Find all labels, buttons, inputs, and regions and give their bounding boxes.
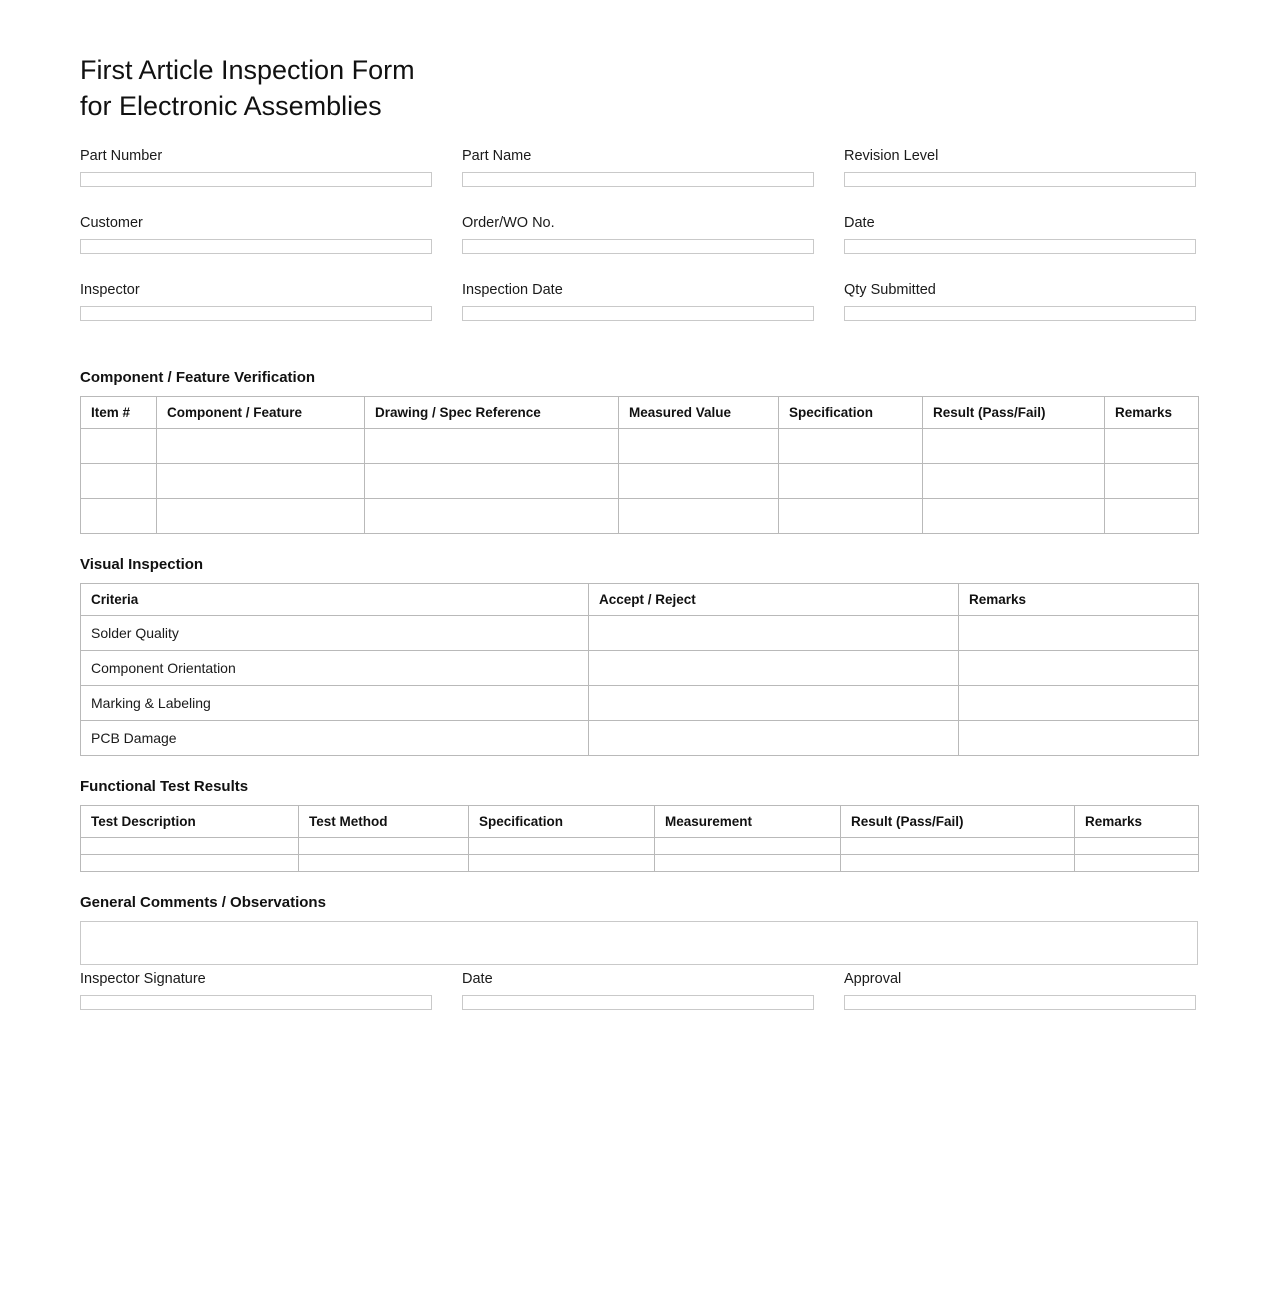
cell-result[interactable]	[923, 429, 1105, 464]
column-header-remarks: Remarks	[1105, 397, 1199, 429]
field-label-inspection-date: Inspection Date	[462, 282, 563, 298]
component-verification-table	[80, 396, 1199, 534]
grid-spacer	[432, 213, 462, 280]
table-row	[81, 429, 1199, 464]
table-row	[81, 838, 1199, 855]
field-inspector-signature	[80, 969, 432, 1010]
cell-specification[interactable]	[779, 499, 923, 534]
page-title-line-2: for Electronic Assemblies	[80, 91, 382, 121]
section-heading-visual-inspection: Visual Inspection	[80, 556, 204, 573]
column-header-test-description: Test Description	[81, 806, 299, 838]
cell-item-no[interactable]	[81, 429, 157, 464]
cell-result[interactable]	[841, 855, 1075, 872]
cell-measured-value[interactable]	[619, 499, 779, 534]
field-label-qty-submitted: Qty Submitted	[844, 282, 936, 298]
grid-spacer	[432, 146, 462, 213]
cell-measurement[interactable]	[655, 855, 841, 872]
grid-spacer	[814, 969, 844, 1010]
cell-specification[interactable]	[469, 838, 655, 855]
customer-input[interactable]	[80, 239, 432, 254]
cell-test-method[interactable]	[299, 855, 469, 872]
cell-measured-value[interactable]	[619, 429, 779, 464]
approval-input[interactable]	[844, 995, 1196, 1010]
grid-spacer	[814, 213, 844, 280]
section-heading-functional-test: Functional Test Results	[80, 778, 249, 795]
cell-remarks[interactable]	[959, 721, 1199, 756]
header-field-grid	[80, 146, 1198, 347]
field-customer	[80, 213, 432, 254]
table-row	[81, 686, 1199, 721]
column-header-specification: Specification	[469, 806, 655, 838]
column-header-specification: Specification	[779, 397, 923, 429]
cell-criteria: PCB Damage	[81, 721, 589, 756]
field-approval	[844, 969, 1196, 1010]
cell-criteria: Component Orientation	[81, 651, 589, 686]
field-label-order-wo-no: Order/WO No.	[462, 215, 555, 231]
cell-item-no[interactable]	[81, 499, 157, 534]
cell-specification[interactable]	[779, 464, 923, 499]
order-wo-no-input[interactable]	[462, 239, 814, 254]
cell-component-feature[interactable]	[157, 464, 365, 499]
field-label-approval: Approval	[844, 971, 902, 987]
cell-result[interactable]	[923, 464, 1105, 499]
table-row	[81, 855, 1199, 872]
table-header-row	[81, 397, 1199, 429]
cell-measurement[interactable]	[655, 838, 841, 855]
cell-result[interactable]	[841, 838, 1075, 855]
cell-result[interactable]	[923, 499, 1105, 534]
field-date	[844, 213, 1196, 254]
field-signature-date	[462, 969, 814, 1010]
column-header-test-method: Test Method	[299, 806, 469, 838]
revision-level-input[interactable]	[844, 172, 1196, 187]
field-label-date: Date	[844, 215, 875, 231]
column-header-result: Result (Pass/Fail)	[923, 397, 1105, 429]
cell-remarks[interactable]	[959, 651, 1199, 686]
cell-accept-reject[interactable]	[589, 686, 959, 721]
field-part-number	[80, 146, 432, 187]
table-row	[81, 721, 1199, 756]
functional-test-table	[80, 805, 1199, 872]
field-label-inspector-signature: Inspector Signature	[80, 971, 206, 987]
table-header-row	[81, 806, 1199, 838]
cell-drawing-spec-reference[interactable]	[365, 499, 619, 534]
column-header-component-feature: Component / Feature	[157, 397, 365, 429]
cell-test-method[interactable]	[299, 838, 469, 855]
column-header-criteria: Criteria	[81, 584, 589, 616]
column-header-measured-value: Measured Value	[619, 397, 779, 429]
part-name-input[interactable]	[462, 172, 814, 187]
cell-item-no[interactable]	[81, 464, 157, 499]
cell-criteria: Solder Quality	[81, 616, 589, 651]
date-input[interactable]	[844, 239, 1196, 254]
field-inspection-date	[462, 280, 814, 321]
qty-submitted-input[interactable]	[844, 306, 1196, 321]
cell-accept-reject[interactable]	[589, 616, 959, 651]
column-header-result: Result (Pass/Fail)	[841, 806, 1075, 838]
field-label-customer: Customer	[80, 215, 143, 231]
column-header-drawing-spec-reference: Drawing / Spec Reference	[365, 397, 619, 429]
column-header-accept-reject: Accept / Reject	[589, 584, 959, 616]
inspection-date-input[interactable]	[462, 306, 814, 321]
column-header-remarks: Remarks	[959, 584, 1199, 616]
grid-spacer	[814, 146, 844, 213]
cell-remarks[interactable]	[959, 616, 1199, 651]
field-label-part-number: Part Number	[80, 148, 163, 164]
cell-specification[interactable]	[779, 429, 923, 464]
cell-drawing-spec-reference[interactable]	[365, 464, 619, 499]
cell-criteria: Marking & Labeling	[81, 686, 589, 721]
cell-accept-reject[interactable]	[589, 651, 959, 686]
grid-spacer	[432, 969, 462, 1010]
cell-remarks[interactable]	[1105, 464, 1199, 499]
grid-spacer	[814, 280, 844, 347]
cell-measured-value[interactable]	[619, 464, 779, 499]
cell-component-feature[interactable]	[157, 499, 365, 534]
cell-remarks[interactable]	[1105, 499, 1199, 534]
column-header-remarks: Remarks	[1075, 806, 1199, 838]
column-header-item-no: Item #	[81, 397, 157, 429]
page-title-line-1: First Article Inspection Form	[80, 55, 415, 85]
cell-accept-reject[interactable]	[589, 721, 959, 756]
field-revision-level	[844, 146, 1196, 187]
field-label-revision-level: Revision Level	[844, 148, 939, 164]
cell-test-description[interactable]	[81, 855, 299, 872]
field-order-wo-no	[462, 213, 814, 254]
field-qty-submitted	[844, 280, 1196, 321]
field-inspector	[80, 280, 432, 321]
cell-test-description[interactable]	[81, 838, 299, 855]
section-heading-component-verification: Component / Feature Verification	[80, 369, 316, 386]
signature-date-input[interactable]	[462, 995, 814, 1010]
field-part-name	[462, 146, 814, 187]
cell-drawing-spec-reference[interactable]	[365, 429, 619, 464]
cell-remarks[interactable]	[1075, 838, 1199, 855]
cell-remarks[interactable]	[959, 686, 1199, 721]
signature-field-grid	[80, 969, 1198, 1010]
table-row	[81, 464, 1199, 499]
visual-inspection-table	[80, 583, 1199, 756]
inspector-signature-input[interactable]	[80, 995, 432, 1010]
page-title	[80, 52, 1198, 124]
table-header-row	[81, 584, 1199, 616]
column-header-measurement: Measurement	[655, 806, 841, 838]
cell-component-feature[interactable]	[157, 429, 365, 464]
cell-remarks[interactable]	[1075, 855, 1199, 872]
grid-spacer	[432, 280, 462, 347]
inspector-input[interactable]	[80, 306, 432, 321]
cell-remarks[interactable]	[1105, 429, 1199, 464]
field-label-part-name: Part Name	[462, 148, 532, 164]
table-row	[81, 616, 1199, 651]
field-label-signature-date: Date	[462, 971, 493, 987]
field-label-inspector: Inspector	[80, 282, 140, 298]
part-number-input[interactable]	[80, 172, 432, 187]
table-row	[81, 499, 1199, 534]
cell-specification[interactable]	[469, 855, 655, 872]
general-comments-box[interactable]	[80, 921, 1198, 965]
section-heading-general-comments: General Comments / Observations	[80, 894, 326, 911]
table-row	[81, 651, 1199, 686]
